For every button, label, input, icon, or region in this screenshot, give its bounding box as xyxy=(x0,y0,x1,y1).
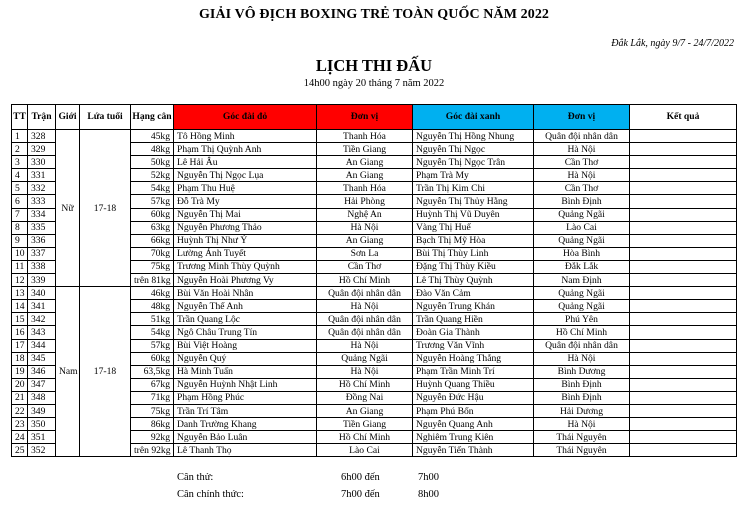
cell-weight-class: 52kg xyxy=(131,169,174,182)
cell-match: 331 xyxy=(28,169,56,182)
cell-red-corner: Phạm Thu Huệ xyxy=(174,182,317,195)
col-blue-corner: Góc đài xanh xyxy=(413,105,534,130)
cell-blue-corner: Nghiêm Trung Kiên xyxy=(413,431,534,444)
weigh-in-trial-label: Cân thử: xyxy=(177,472,214,483)
cell-tt: 22 xyxy=(12,404,28,417)
cell-red-corner: Lê Hải Âu xyxy=(174,156,317,169)
cell-tt: 4 xyxy=(12,169,28,182)
table-row xyxy=(12,287,737,300)
cell-result xyxy=(630,339,737,352)
cell-tt: 15 xyxy=(12,313,28,326)
weigh-in-official-to: 8h00 xyxy=(418,489,439,500)
col-hang-can: Hạng cân xyxy=(131,105,174,130)
col-tt: TT xyxy=(12,105,28,130)
cell-blue-unit: Quảng Ngãi xyxy=(534,300,630,313)
cell-gender: Nữ xyxy=(56,130,80,287)
cell-blue-corner: Vàng Thị Huế xyxy=(413,221,534,234)
cell-blue-unit: Hà Nội xyxy=(534,169,630,182)
cell-red-corner: Phạm Thị Quỳnh Anh xyxy=(174,143,317,156)
cell-match: 346 xyxy=(28,365,56,378)
cell-red-unit: Đồng Nai xyxy=(317,391,413,404)
cell-blue-corner: Nguyễn Thị Ngọc xyxy=(413,143,534,156)
cell-red-corner: Lê Thanh Thọ xyxy=(174,444,317,457)
cell-blue-corner: Huỳnh Quang Thiều xyxy=(413,378,534,391)
cell-result xyxy=(630,143,737,156)
cell-red-corner: Nguyễn Thị Ngọc Lụa xyxy=(174,169,317,182)
cell-blue-unit: Đắk Lắk xyxy=(534,260,630,273)
cell-red-corner: Nguyễn Thị Mai xyxy=(174,208,317,221)
cell-weight-class: 57kg xyxy=(131,339,174,352)
cell-red-unit: Hải Phòng xyxy=(317,195,413,208)
cell-match: 351 xyxy=(28,431,56,444)
cell-red-unit: Tiền Giang xyxy=(317,143,413,156)
header-row xyxy=(12,105,737,130)
cell-blue-unit: Hòa Bình xyxy=(534,247,630,260)
cell-red-corner: Trương Minh Thùy Quỳnh xyxy=(174,260,317,273)
cell-red-corner: Đỗ Trà My xyxy=(174,195,317,208)
weigh-in-official-label: Cân chính thức: xyxy=(177,489,244,500)
cell-red-corner: Hà Minh Tuấn xyxy=(174,365,317,378)
cell-red-unit: Hà Nội xyxy=(317,221,413,234)
cell-age-group: 17-18 xyxy=(80,287,131,457)
cell-tt: 7 xyxy=(12,208,28,221)
cell-red-unit: Hà Nội xyxy=(317,300,413,313)
cell-result xyxy=(630,182,737,195)
cell-blue-unit: Lào Cai xyxy=(534,221,630,234)
cell-weight-class: 75kg xyxy=(131,260,174,273)
cell-blue-unit: Quân đội nhân dân xyxy=(534,130,630,143)
cell-tt: 12 xyxy=(12,274,28,287)
col-tran: Trận xyxy=(28,105,56,130)
cell-blue-corner: Nguyễn Tiến Thành xyxy=(413,444,534,457)
cell-weight-class: 51kg xyxy=(131,313,174,326)
cell-blue-unit: Bình Dương xyxy=(534,365,630,378)
cell-match: 337 xyxy=(28,247,56,260)
cell-blue-unit: Hồ Chí Minh xyxy=(534,326,630,339)
cell-blue-corner: Huỳnh Thị Vũ Duyên xyxy=(413,208,534,221)
cell-red-corner: Nguyễn Thế Anh xyxy=(174,300,317,313)
cell-tt: 10 xyxy=(12,247,28,260)
cell-match: 340 xyxy=(28,287,56,300)
cell-result xyxy=(630,418,737,431)
cell-blue-unit: Nam Định xyxy=(534,274,630,287)
cell-weight-class: 92kg xyxy=(131,431,174,444)
cell-result xyxy=(630,300,737,313)
schedule-body xyxy=(12,130,737,457)
cell-result xyxy=(630,326,737,339)
cell-match: 352 xyxy=(28,444,56,457)
cell-result xyxy=(630,365,737,378)
weigh-in-official-from: 7h00 đến xyxy=(341,489,380,500)
cell-tt: 11 xyxy=(12,260,28,273)
cell-result xyxy=(630,156,737,169)
cell-red-unit: Nghệ An xyxy=(317,208,413,221)
cell-match: 336 xyxy=(28,234,56,247)
cell-tt: 16 xyxy=(12,326,28,339)
cell-match: 334 xyxy=(28,208,56,221)
schedule-table xyxy=(11,104,737,457)
cell-match: 350 xyxy=(28,418,56,431)
weigh-in-trial-from: 6h00 đến xyxy=(341,472,380,483)
cell-red-unit: Quân đội nhân dân xyxy=(317,313,413,326)
col-red-unit: Đơn vị xyxy=(317,105,413,130)
cell-red-corner: Nguyễn Hoài Phương Vy xyxy=(174,274,317,287)
cell-red-unit: Quân đội nhân dân xyxy=(317,287,413,300)
cell-match: 344 xyxy=(28,339,56,352)
cell-match: 343 xyxy=(28,326,56,339)
cell-result xyxy=(630,169,737,182)
schedule-time: 14h00 ngày 20 tháng 7 năm 2022 xyxy=(303,78,445,89)
cell-blue-unit: Bình Định xyxy=(534,378,630,391)
cell-gender: Nam xyxy=(56,287,80,457)
cell-age-group: 17-18 xyxy=(80,130,131,287)
cell-weight-class: 75kg xyxy=(131,404,174,417)
cell-result xyxy=(630,313,737,326)
cell-result xyxy=(630,274,737,287)
cell-weight-class: 60kg xyxy=(131,352,174,365)
cell-tt: 5 xyxy=(12,182,28,195)
cell-red-corner: Phạm Hồng Phúc xyxy=(174,391,317,404)
cell-match: 338 xyxy=(28,260,56,273)
cell-tt: 3 xyxy=(12,156,28,169)
weigh-in-trial-to: 7h00 xyxy=(418,472,439,483)
cell-result xyxy=(630,444,737,457)
cell-weight-class: 45kg xyxy=(131,130,174,143)
cell-blue-corner: Bùi Thị Thùy Linh xyxy=(413,247,534,260)
cell-tt: 21 xyxy=(12,391,28,404)
cell-result xyxy=(630,195,737,208)
cell-blue-corner: Nguyễn Trung Khán xyxy=(413,300,534,313)
cell-result xyxy=(630,431,737,444)
cell-result xyxy=(630,404,737,417)
cell-weight-class: trên 81kg xyxy=(131,274,174,287)
cell-red-unit: Hà Nội xyxy=(317,365,413,378)
document-title: GIẢI VÔ ĐỊCH BOXING TRẺ TOÀN QUỐC NĂM 2022 xyxy=(198,7,550,22)
cell-blue-unit: Cần Thơ xyxy=(534,156,630,169)
cell-tt: 17 xyxy=(12,339,28,352)
cell-match: 330 xyxy=(28,156,56,169)
cell-match: 332 xyxy=(28,182,56,195)
cell-blue-unit: Phú Yên xyxy=(534,313,630,326)
cell-blue-unit: Quảng Ngãi xyxy=(534,208,630,221)
place-date: Đắk Lắk, ngày 9/7 - 24/7/2022 xyxy=(611,38,734,49)
cell-tt: 24 xyxy=(12,431,28,444)
cell-tt: 6 xyxy=(12,195,28,208)
cell-weight-class: 71kg xyxy=(131,391,174,404)
cell-weight-class: 48kg xyxy=(131,300,174,313)
cell-blue-corner: Phạm Trà My xyxy=(413,169,534,182)
cell-weight-class: 46kg xyxy=(131,287,174,300)
cell-result xyxy=(630,208,737,221)
cell-blue-corner: Lê Thị Thùy Quỳnh xyxy=(413,274,534,287)
cell-red-corner: Danh Trường Khang xyxy=(174,418,317,431)
cell-red-unit: Hồ Chí Minh xyxy=(317,431,413,444)
cell-tt: 20 xyxy=(12,378,28,391)
cell-weight-class: 63kg xyxy=(131,221,174,234)
cell-red-corner: Bùi Việt Hoàng xyxy=(174,339,317,352)
cell-red-unit: Quảng Ngãi xyxy=(317,352,413,365)
cell-red-corner: Nguyễn Huỳnh Nhật Linh xyxy=(174,378,317,391)
cell-tt: 25 xyxy=(12,444,28,457)
cell-red-corner: Huỳnh Thị Như Ý xyxy=(174,234,317,247)
cell-red-corner: Nguyễn Phương Thảo xyxy=(174,221,317,234)
cell-result xyxy=(630,260,737,273)
cell-blue-corner: Nguyễn Hoàng Thắng xyxy=(413,352,534,365)
cell-blue-corner: Phạm Trần Minh Trí xyxy=(413,365,534,378)
cell-red-unit: An Giang xyxy=(317,404,413,417)
cell-blue-unit: Bình Định xyxy=(534,391,630,404)
cell-match: 339 xyxy=(28,274,56,287)
cell-weight-class: 67kg xyxy=(131,378,174,391)
cell-weight-class: 60kg xyxy=(131,208,174,221)
cell-match: 348 xyxy=(28,391,56,404)
cell-blue-corner: Nguyễn Đức Hậu xyxy=(413,391,534,404)
cell-weight-class: 54kg xyxy=(131,182,174,195)
cell-blue-unit: Thái Nguyên xyxy=(534,431,630,444)
cell-red-unit: Cần Thơ xyxy=(317,260,413,273)
cell-blue-unit: Hải Dương xyxy=(534,404,630,417)
cell-blue-corner: Nguyễn Thị Ngọc Trân xyxy=(413,156,534,169)
cell-weight-class: 50kg xyxy=(131,156,174,169)
cell-red-unit: Hồ Chí Minh xyxy=(317,274,413,287)
cell-match: 345 xyxy=(28,352,56,365)
cell-result xyxy=(630,391,737,404)
cell-tt: 2 xyxy=(12,143,28,156)
cell-red-corner: Lường Ánh Tuyết xyxy=(174,247,317,260)
cell-red-corner: Ngô Châu Trung Tín xyxy=(174,326,317,339)
cell-tt: 19 xyxy=(12,365,28,378)
cell-blue-corner: Nguyễn Thị Thủy Hằng xyxy=(413,195,534,208)
cell-blue-corner: Đặng Thị Thùy Kiều xyxy=(413,260,534,273)
cell-match: 342 xyxy=(28,313,56,326)
cell-match: 347 xyxy=(28,378,56,391)
cell-red-corner: Tô Hồng Minh xyxy=(174,130,317,143)
schedule-title: LỊCH THI ĐẤU xyxy=(315,56,433,75)
cell-result xyxy=(630,247,737,260)
cell-red-corner: Trần Quang Lộc xyxy=(174,313,317,326)
cell-tt: 13 xyxy=(12,287,28,300)
cell-red-unit: Lào Cai xyxy=(317,444,413,457)
cell-blue-corner: Bạch Thị Mỹ Hòa xyxy=(413,234,534,247)
cell-weight-class: 86kg xyxy=(131,418,174,431)
cell-red-unit: Hà Nội xyxy=(317,339,413,352)
cell-red-unit: An Giang xyxy=(317,169,413,182)
col-blue-unit: Đơn vị xyxy=(534,105,630,130)
cell-blue-corner: Trần Thị Kim Chi xyxy=(413,182,534,195)
cell-red-unit: Thanh Hóa xyxy=(317,130,413,143)
cell-weight-class: 48kg xyxy=(131,143,174,156)
cell-red-unit: Quân đội nhân dân xyxy=(317,326,413,339)
cell-blue-corner: Đoàn Gia Thành xyxy=(413,326,534,339)
cell-blue-unit: Quân đội nhân dân xyxy=(534,339,630,352)
cell-match: 341 xyxy=(28,300,56,313)
cell-red-unit: Thanh Hóa xyxy=(317,182,413,195)
cell-result xyxy=(630,130,737,143)
cell-blue-unit: Quảng Ngãi xyxy=(534,234,630,247)
cell-blue-unit: Bình Định xyxy=(534,195,630,208)
cell-blue-unit: Hà Nội xyxy=(534,352,630,365)
cell-blue-corner: Phạm Phú Bốn xyxy=(413,404,534,417)
cell-match: 349 xyxy=(28,404,56,417)
cell-red-corner: Nguyễn Bảo Luân xyxy=(174,431,317,444)
cell-red-corner: Bùi Văn Hoài Nhân xyxy=(174,287,317,300)
cell-red-corner: Trần Trí Tâm xyxy=(174,404,317,417)
cell-match: 329 xyxy=(28,143,56,156)
cell-match: 333 xyxy=(28,195,56,208)
cell-weight-class: 63,5kg xyxy=(131,365,174,378)
cell-result xyxy=(630,287,737,300)
cell-tt: 9 xyxy=(12,234,28,247)
cell-red-unit: Hồ Chí Minh xyxy=(317,378,413,391)
col-lua-tuoi: Lứa tuổi xyxy=(80,105,131,130)
cell-red-unit: Sơn La xyxy=(317,247,413,260)
cell-match: 335 xyxy=(28,221,56,234)
cell-result xyxy=(630,352,737,365)
cell-weight-class: 70kg xyxy=(131,247,174,260)
cell-weight-class: 54kg xyxy=(131,326,174,339)
cell-red-unit: An Giang xyxy=(317,234,413,247)
cell-red-unit: Tiền Giang xyxy=(317,418,413,431)
cell-weight-class: 57kg xyxy=(131,195,174,208)
cell-weight-class: trên 92kg xyxy=(131,444,174,457)
cell-blue-unit: Hà Nội xyxy=(534,143,630,156)
cell-red-unit: An Giang xyxy=(317,156,413,169)
cell-result xyxy=(630,378,737,391)
cell-blue-unit: Hà Nội xyxy=(534,418,630,431)
cell-blue-unit: Quảng Ngãi xyxy=(534,287,630,300)
cell-blue-corner: Trương Văn Vĩnh xyxy=(413,339,534,352)
cell-tt: 1 xyxy=(12,130,28,143)
col-gioi: Giới xyxy=(56,105,80,130)
table-row xyxy=(12,130,737,143)
cell-match: 328 xyxy=(28,130,56,143)
cell-blue-corner: Nguyễn Quang Anh xyxy=(413,418,534,431)
cell-weight-class: 66kg xyxy=(131,234,174,247)
cell-blue-unit: Cần Thơ xyxy=(534,182,630,195)
cell-tt: 23 xyxy=(12,418,28,431)
cell-result xyxy=(630,234,737,247)
cell-blue-corner: Đào Văn Cảm xyxy=(413,287,534,300)
col-result: Kết quả xyxy=(630,105,737,130)
cell-blue-corner: Nguyễn Thị Hồng Nhung xyxy=(413,130,534,143)
cell-blue-corner: Trần Quang Hiền xyxy=(413,313,534,326)
cell-tt: 8 xyxy=(12,221,28,234)
cell-result xyxy=(630,221,737,234)
col-red-corner: Góc đài đỏ xyxy=(174,105,317,130)
cell-tt: 18 xyxy=(12,352,28,365)
cell-tt: 14 xyxy=(12,300,28,313)
cell-red-corner: Nguyễn Quý xyxy=(174,352,317,365)
cell-blue-unit: Thái Nguyên xyxy=(534,444,630,457)
